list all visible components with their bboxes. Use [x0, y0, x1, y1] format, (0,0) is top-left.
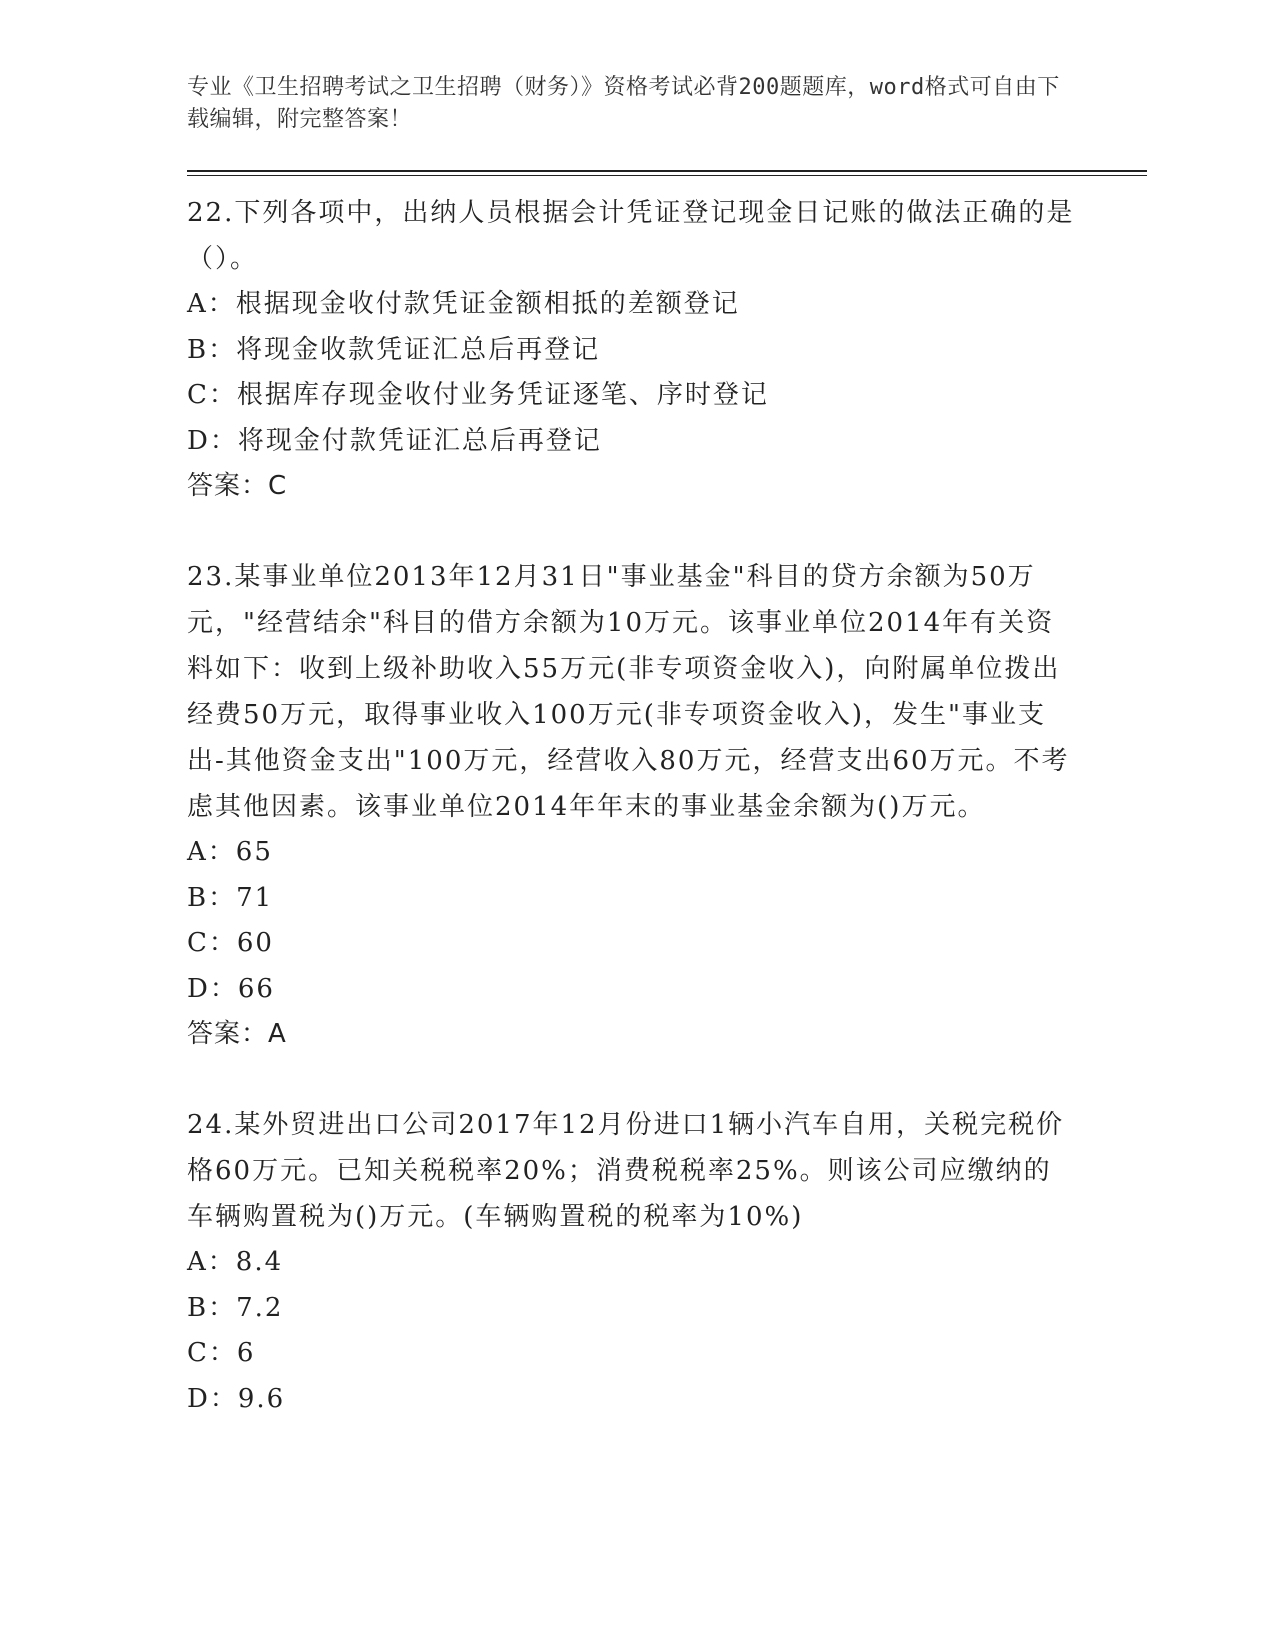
option-d: D：9.6 — [187, 1383, 286, 1414]
answer-line: 答案：C — [187, 471, 288, 501]
question-text: 24.某外贸进出口公司2017年12月份进口1辆小汽车自用，关税完税价格60万元。已知关税税率20%；消费税税率25%。则该公司应缴纳的车辆购置税为()万元。(车辆购置税的税率为10%) — [187, 1110, 1065, 1232]
question-22 — [187, 190, 1147, 509]
option-b: B：将现金收款凭证汇总后再登记 — [187, 334, 601, 365]
question-23 — [187, 554, 1147, 1057]
question-text: 22.下列各项中，出纳人员根据会计凭证登记现金日记账的做法正确的是（）。 — [187, 198, 1075, 274]
option-a: A：8.4 — [187, 1247, 284, 1277]
spacer — [187, 1057, 1147, 1102]
option-c: C：60 — [187, 928, 274, 958]
document-page — [187, 72, 1147, 1422]
option-c: C：6 — [187, 1338, 256, 1368]
option-c: C：根据库存现金收付业务凭证逐笔、序时登记 — [187, 380, 769, 410]
question-text: 23.某事业单位2013年12月31日"事业基金"科目的贷方余额为50万元，"经营结余"科目的借方余额为10万元。该事业单位2014年有关资料如下：收到上级补助收入55万元(非专项资金收入)，向附属单位拨出经费50万元，取得事业收入100万元(非专项资金收入)，发生"事业支出-其他资金支出"100万元，经营收入80万元，经营支出60万元。不考虑其他因素。该事业单位2014年年末的事业基金余额为()万元。 — [187, 562, 1070, 822]
option-d: D：66 — [187, 973, 275, 1004]
question-24 — [187, 1102, 1147, 1422]
option-a: A：65 — [187, 837, 273, 867]
answer-line: 答案：A — [187, 1019, 287, 1049]
spacer — [187, 509, 1147, 554]
divider-thick-line — [187, 170, 1147, 172]
option-d: D：将现金付款凭证汇总后再登记 — [187, 425, 602, 456]
header-divider — [187, 170, 1147, 176]
document-header: 专业《卫生招聘考试之卫生招聘（财务）》资格考试必背200题题库，word格式可自由下载编辑，附完整答案！ — [187, 75, 1060, 132]
option-b: B：7.2 — [187, 1292, 284, 1323]
option-a: A：根据现金收付款凭证金额相抵的差额登记 — [187, 289, 740, 319]
option-b: B：71 — [187, 882, 274, 913]
divider-thin-line — [187, 175, 1147, 176]
